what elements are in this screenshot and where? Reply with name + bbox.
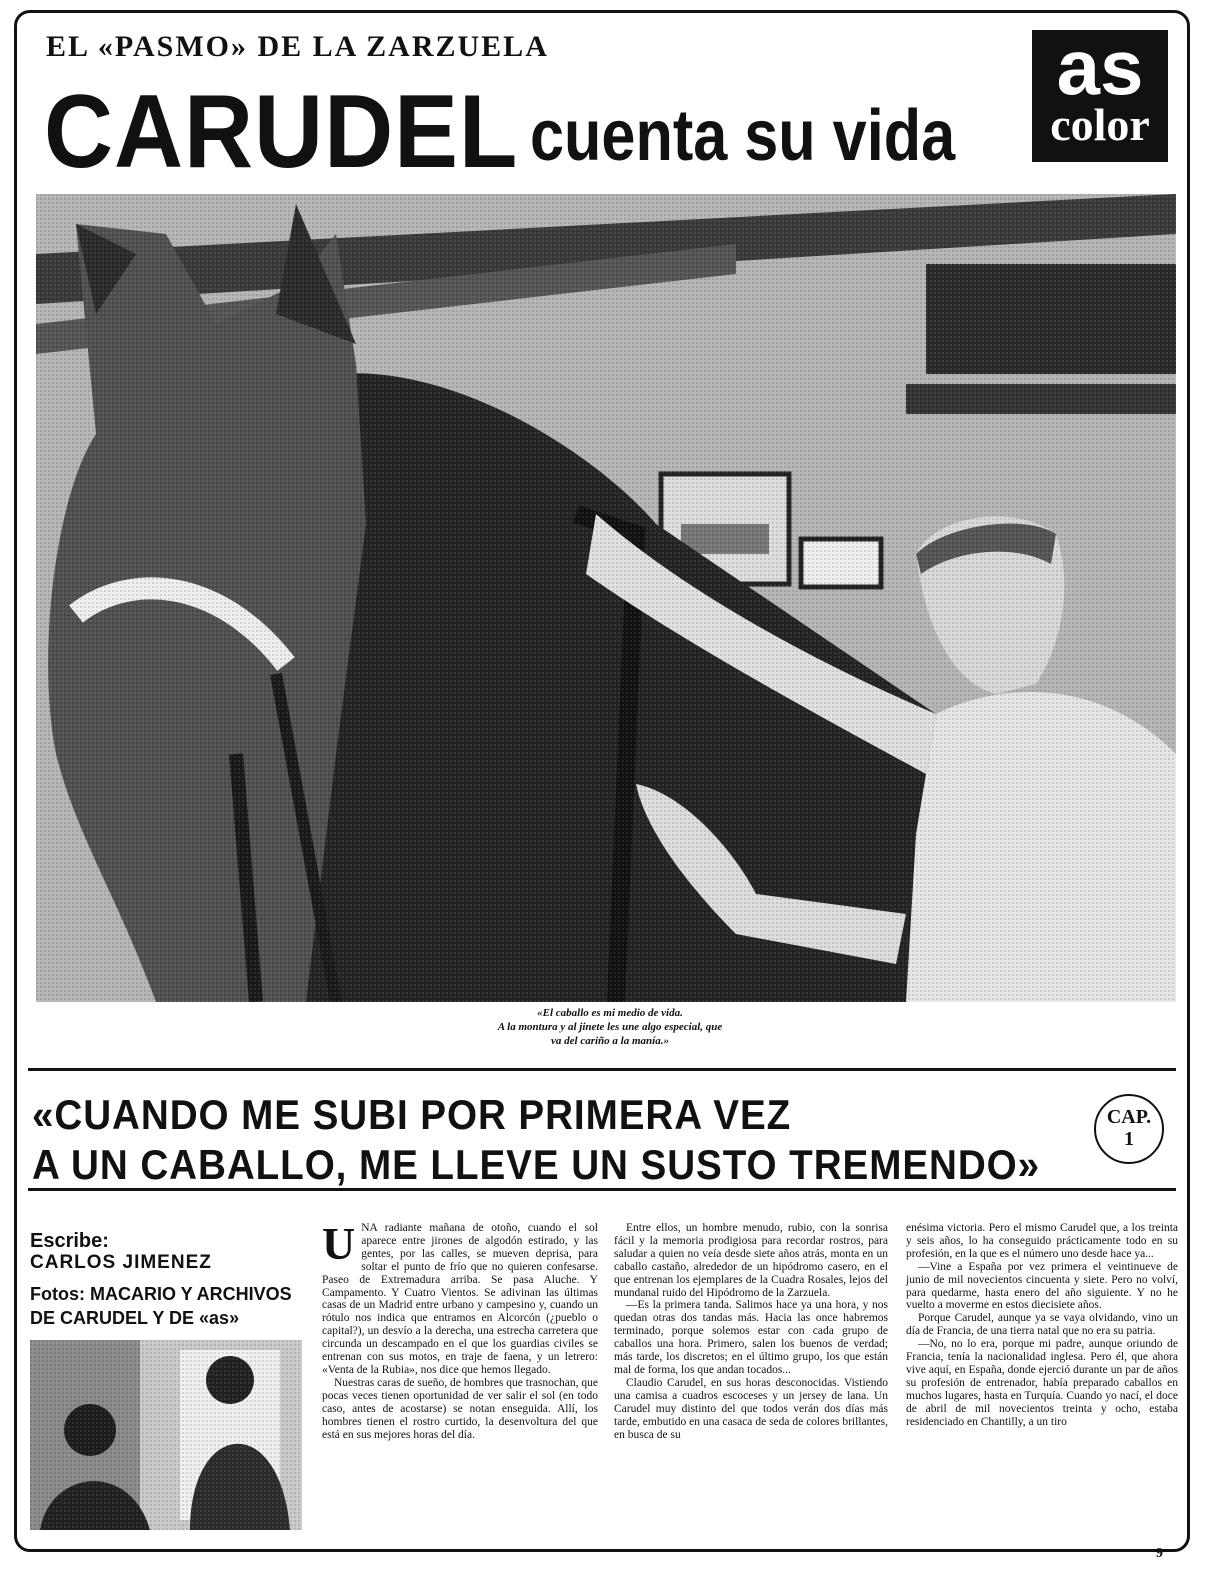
col3-paragraph-1: enésima victoria. Pero el mismo Carudel que, a los treinta y seis años, lo ha conseguido prácticamente todo en su profesión, en la que es el número uno desde hace ya... (906, 1222, 1178, 1260)
photo-caption (400, 1006, 820, 1048)
byline-label: Escribe: (30, 1230, 109, 1252)
photo-credits: Fotos: MACARIO Y ARCHIVOS DE CARUDEL Y DE «as» (30, 1284, 292, 1328)
archive-photo-image (30, 1340, 302, 1530)
as-color-logo (1032, 23, 1168, 162)
col1-paragraph-2: Nuestras caras de sueño, de hombres que trasnochan, que pocas veces tienen oportunidad de ver salir el sol (en todo caso, antes de acostarse) se notan enseguida. Allí, los hombres tienen el rostro curtido, la desenvoltura del que está en sus mejores horas del día. (322, 1376, 598, 1441)
horse-and-jockey-image (36, 194, 1176, 1002)
divider-top (28, 1068, 1176, 1071)
col2-paragraph-2: —Es la primera tanda. Salimos hace ya una hora, y nos quedan otras dos tandas más. Hacia las once habremos terminado, porque solemos estar con cada grupo de caballos una hora. Primero, salen los buenos de verdad; más tarde, los discretos; en el último grupo, los que están mal de forma, los que andan tocados... (614, 1299, 888, 1376)
caption-line-3: va del cariño a la manía.» (551, 1035, 669, 1047)
article-column-1 (322, 1218, 598, 1441)
caption-line-2: A la montura y al jinete les une algo especial, que (497, 1021, 723, 1033)
article-column-3 (906, 1222, 1178, 1429)
page-number: 9 (1156, 1546, 1163, 1561)
kicker: EL «PASMO» DE LA ZARZUELA (46, 30, 549, 63)
pull-quote-line-2: A UN CABALLO, ME LLEVE UN SUSTO TREMENDO» (32, 1141, 1041, 1188)
divider-bottom (28, 1188, 1176, 1191)
col3-paragraph-3: Porque Carudel, aunque ya se vaya olvidando, vino un día de Francia, de una tierra natal que no era su patria. (906, 1312, 1178, 1338)
pull-quote (32, 1090, 1040, 1190)
chapter-label: CAP. (1106, 1106, 1152, 1128)
chapter-number: 1 (1124, 1128, 1134, 1150)
subheadline: cuenta su vida (530, 96, 956, 176)
archive-photo (30, 1340, 302, 1530)
main-photo (36, 194, 1176, 1002)
caption-line-1: «El caballo es mi medio de vida. (537, 1007, 683, 1019)
chapter-badge (1094, 1094, 1164, 1164)
col2-paragraph-1: Entre ellos, un hombre menudo, rubio, con la sonrisa fácil y la memoria prodigiosa para recordar rostros, para saludar a quien no veía desde siete años atrás, monta en un caballo castaño, alrededor de un hipódromo casero, en el que entrenan los ejemplares de la Cuadra Rosales, lejos del mundanal ruido del Hipódromo de la Zarzuela. (614, 1222, 888, 1299)
headline: CARUDEL (44, 74, 519, 190)
author-name: CARLOS JIMENEZ (30, 1252, 212, 1273)
byline (30, 1230, 320, 1330)
pull-quote-line-1: «CUANDO ME SUBI POR PRIMERA VEZ (32, 1091, 792, 1138)
col3-paragraph-2: —Vine a España por vez primera el veintinueve de junio de mil novecientos cincuenta y siete. Pero no volví, para quedarme, hasta enero del año siguiente. Y no he vuelto a moverme en estos diecisiete años. (906, 1260, 1178, 1312)
col1-paragraph-1: NA radiante mañana de otoño, cuando el sol aparece entre jirones de algodón estirado, y las gentes, por las calles, se mueven deprisa, para soltar el punto de frío que no quieren confesarse. Paseo de Extremadura arriba. Se pasa Aluche. Y Campamento. Y Cuatro Vientos. Se adivinan las últimas casas de un Madrid entre urbano y campesino y, cuando un rótulo nos indica que entramos en Alcorcón (¿pueblo o capital?), un desvío a la derecha, una estrecha carretera que circunda un descampado en el que los guardias civiles se entrenan con sus motos, en traje de faena, y un letrero: «Venta de la Rubia», nos dice que hemos llegado. (322, 1222, 598, 1376)
col2-paragraph-3: Claudio Carudel, en sus horas desconocidas. Vistiendo una camisa a cuadros escoceses y un jersey de lana. Un Carudel muy distinto del que todos verán dos días más tarde, embutido en una casaca de seda de colores brillantes, en busca de su (614, 1376, 888, 1441)
drop-cap: U (322, 1218, 356, 1269)
logo-color: color (1050, 99, 1150, 150)
article-column-2 (614, 1222, 888, 1441)
logo-as: as (1056, 23, 1144, 111)
col3-paragraph-4: —No, no lo era, porque mi padre, aunque oriundo de Francia, tenía la nacionalidad inglesa. Pero él, que ahora vive aquí, en España, donde ejerció durante un par de años su profesión de entrenador, había preparado caballos en muchos lugares, hasta en Turquía. Cuando yo nací, el doce de abril de mil novecientos treinta y ocho, estaba residenciado en Chantilly, a un tiro (906, 1338, 1178, 1428)
